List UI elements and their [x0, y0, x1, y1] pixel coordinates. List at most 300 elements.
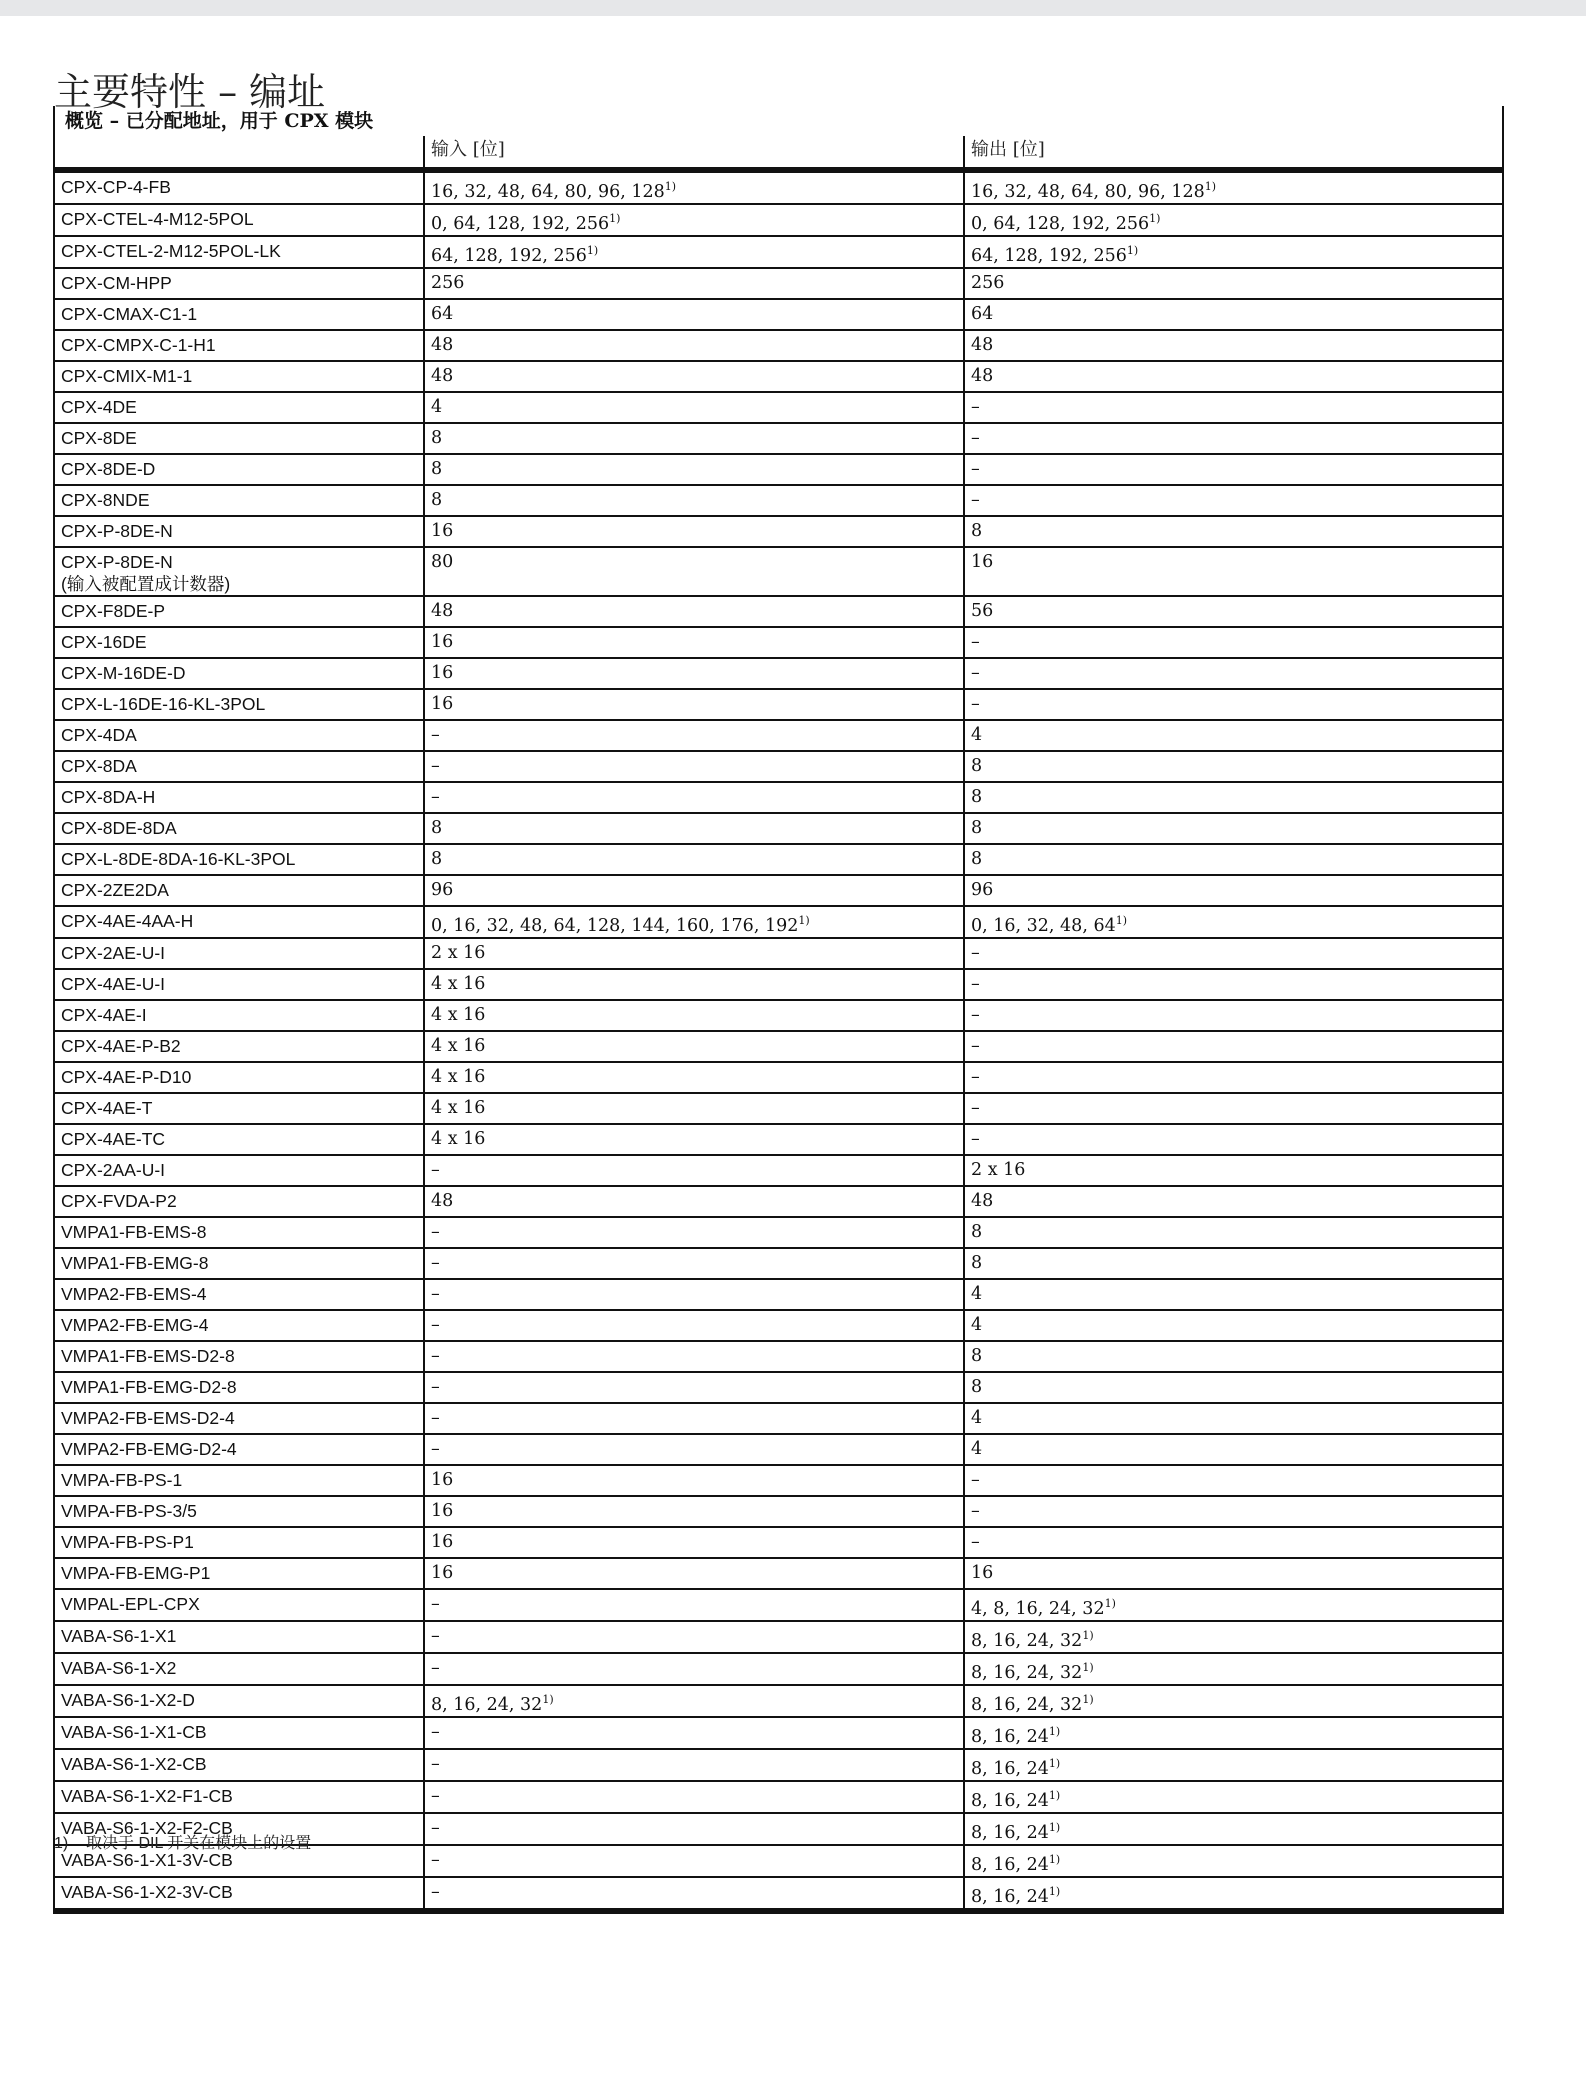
table-row	[54, 485, 1503, 516]
input-cell	[424, 1031, 964, 1062]
module-cell	[54, 423, 424, 454]
module-cell	[54, 516, 424, 547]
input-value: 80	[431, 552, 454, 572]
module-name: CPX-2ZE2DA	[61, 880, 169, 900]
output-value: –	[971, 428, 980, 448]
table-row	[54, 1310, 1503, 1341]
output-value: 8	[971, 818, 983, 838]
module-cell	[54, 454, 424, 485]
module-name: CPX-L-8DE-8DA-16-KL-3POL	[61, 849, 296, 869]
module-name: CPX-CMAX-C1-1	[61, 304, 198, 324]
table-row	[54, 1781, 1503, 1813]
input-value: 4	[431, 397, 443, 417]
input-cell	[424, 236, 964, 268]
output-value: –	[971, 663, 980, 683]
output-cell	[964, 1653, 1503, 1685]
output-cell	[964, 423, 1503, 454]
output-cell	[964, 1813, 1503, 1845]
table-row	[54, 1155, 1503, 1186]
module-name: VMPA2-FB-EMS-4	[61, 1284, 207, 1304]
module-name: VABA-S6-1-X2-F1-CB	[61, 1786, 233, 1806]
table-row	[54, 1621, 1503, 1653]
module-name: CPX-F8DE-P	[61, 601, 166, 621]
module-cell	[54, 1341, 424, 1372]
module-cell	[54, 1310, 424, 1341]
top-bar	[0, 0, 1586, 16]
input-cell	[424, 454, 964, 485]
module-cell	[54, 1589, 424, 1621]
table-row	[54, 1465, 1503, 1496]
module-cell	[54, 268, 424, 299]
module-cell	[54, 938, 424, 969]
table-row	[54, 1496, 1503, 1527]
output-cell	[964, 1372, 1503, 1403]
input-cell	[424, 1877, 964, 1911]
input-value: 4 x 16	[431, 974, 486, 994]
input-value: 4 x 16	[431, 1005, 486, 1025]
output-value: 4	[971, 1284, 983, 1304]
module-cell	[54, 1877, 424, 1911]
module-name: VMPA1-FB-EMS-8	[61, 1222, 207, 1242]
output-value: –	[971, 459, 980, 479]
footnote-ref: 1)	[1048, 1853, 1061, 1866]
input-value: 64, 128, 192, 256	[431, 246, 587, 266]
input-cell	[424, 596, 964, 627]
output-cell	[964, 1685, 1503, 1717]
module-name: CPX-4DA	[61, 725, 137, 745]
module-cell	[54, 1062, 424, 1093]
input-value: 16	[431, 1501, 454, 1521]
input-cell	[424, 1685, 964, 1717]
module-cell	[54, 782, 424, 813]
input-value: 16	[431, 694, 454, 714]
input-value: 16	[431, 632, 454, 652]
output-cell	[964, 170, 1503, 204]
module-cell	[54, 392, 424, 423]
input-cell	[424, 1558, 964, 1589]
footnote-ref: 1)	[664, 180, 677, 193]
module-name: VABA-S6-1-X1-CB	[61, 1722, 207, 1742]
input-cell	[424, 1155, 964, 1186]
input-cell	[424, 1186, 964, 1217]
output-cell	[964, 596, 1503, 627]
module-cell	[54, 236, 424, 268]
table-row	[54, 658, 1503, 689]
table-row	[54, 751, 1503, 782]
output-value: 8, 16, 24	[971, 1727, 1049, 1747]
output-cell	[964, 485, 1503, 516]
input-cell	[424, 1749, 964, 1781]
table-row	[54, 1403, 1503, 1434]
output-value: –	[971, 490, 980, 510]
module-cell	[54, 658, 424, 689]
footnote-ref: 1)	[1126, 244, 1139, 257]
module-name: VMPAL-EPL-CPX	[61, 1594, 200, 1614]
module-name: CPX-P-8DE-N	[61, 552, 173, 572]
table-caption: 概览 – 已分配地址，用于 CPX 模块	[53, 106, 1504, 136]
input-cell	[424, 516, 964, 547]
module-name: CPX-CM-HPP	[61, 273, 172, 293]
output-value: 8, 16, 24, 32	[971, 1663, 1083, 1683]
module-cell	[54, 1749, 424, 1781]
module-cell	[54, 1685, 424, 1717]
output-cell	[964, 1186, 1503, 1217]
output-cell	[964, 720, 1503, 751]
input-cell	[424, 1845, 964, 1877]
output-value: –	[971, 1532, 980, 1552]
output-cell	[964, 1279, 1503, 1310]
input-value: 8	[431, 428, 443, 448]
input-value: –	[431, 1315, 440, 1335]
module-name: VMPA2-FB-EMG-D2-4	[61, 1439, 237, 1459]
input-cell	[424, 299, 964, 330]
input-cell	[424, 844, 964, 875]
output-value: –	[971, 1098, 980, 1118]
module-cell	[54, 1031, 424, 1062]
input-value: 8	[431, 459, 443, 479]
table-row	[54, 906, 1503, 938]
module-cell	[54, 1279, 424, 1310]
module-cell	[54, 1653, 424, 1685]
table-row	[54, 1558, 1503, 1589]
module-name: CPX-P-8DE-N	[61, 521, 173, 541]
module-name: VABA-S6-1-X1-3V-CB	[61, 1850, 233, 1870]
input-cell	[424, 392, 964, 423]
module-cell	[54, 1155, 424, 1186]
table-row	[54, 1685, 1503, 1717]
module-name: CPX-8DE-D	[61, 459, 156, 479]
input-value: 16, 32, 48, 64, 80, 96, 128	[431, 182, 665, 202]
output-value: 16	[971, 1563, 994, 1583]
output-cell	[964, 689, 1503, 720]
input-cell	[424, 1000, 964, 1031]
input-cell	[424, 1403, 964, 1434]
input-value: –	[431, 1722, 440, 1742]
table-row	[54, 1279, 1503, 1310]
output-cell	[964, 1845, 1503, 1877]
table-row	[54, 1217, 1503, 1248]
table-row	[54, 1031, 1503, 1062]
table-row	[54, 782, 1503, 813]
module-name: VABA-S6-1-X2-D	[61, 1690, 195, 1710]
output-cell	[964, 392, 1503, 423]
output-value: 8, 16, 24, 32	[971, 1695, 1083, 1715]
output-cell	[964, 1031, 1503, 1062]
input-value: –	[431, 1658, 440, 1678]
output-value: 48	[971, 366, 994, 386]
output-cell	[964, 547, 1503, 596]
input-value: 4 x 16	[431, 1098, 486, 1118]
output-cell	[964, 875, 1503, 906]
input-value: –	[431, 1408, 440, 1428]
module-name: CPX-CMPX-C-1-H1	[61, 335, 216, 355]
output-cell	[964, 1558, 1503, 1589]
output-value: –	[971, 397, 980, 417]
table-header-row	[54, 136, 1503, 170]
input-value: –	[431, 1346, 440, 1366]
module-name: VABA-S6-1-X1	[61, 1626, 177, 1646]
input-value: 4 x 16	[431, 1067, 486, 1087]
output-value: 2 x 16	[971, 1160, 1026, 1180]
table-body	[54, 170, 1503, 1911]
input-value: 0, 64, 128, 192, 256	[431, 214, 610, 234]
input-value: 8	[431, 818, 443, 838]
input-cell	[424, 658, 964, 689]
output-cell	[964, 1310, 1503, 1341]
output-cell	[964, 751, 1503, 782]
output-value: 8, 16, 24	[971, 1791, 1049, 1811]
input-value: –	[431, 787, 440, 807]
output-cell	[964, 204, 1503, 236]
module-cell	[54, 1781, 424, 1813]
output-cell	[964, 299, 1503, 330]
table-row	[54, 720, 1503, 751]
output-value: –	[971, 974, 980, 994]
output-cell	[964, 361, 1503, 392]
input-cell	[424, 423, 964, 454]
input-value: 96	[431, 880, 454, 900]
input-cell	[424, 720, 964, 751]
table-row	[54, 969, 1503, 1000]
module-cell	[54, 1465, 424, 1496]
table-row	[54, 1372, 1503, 1403]
output-value: 8	[971, 849, 983, 869]
input-value: 8	[431, 849, 443, 869]
module-name: CPX-CTEL-2-M12-5POL-LK	[61, 241, 281, 261]
module-cell	[54, 1434, 424, 1465]
input-cell	[424, 1717, 964, 1749]
table-row	[54, 1877, 1503, 1911]
input-value: –	[431, 1253, 440, 1273]
input-value: –	[431, 756, 440, 776]
header-module	[54, 136, 424, 170]
table-row	[54, 1653, 1503, 1685]
input-cell	[424, 1527, 964, 1558]
input-cell	[424, 268, 964, 299]
input-cell	[424, 485, 964, 516]
output-value: –	[971, 1470, 980, 1490]
output-cell	[964, 1621, 1503, 1653]
output-cell	[964, 1341, 1503, 1372]
input-value: 4 x 16	[431, 1036, 486, 1056]
footnote-ref: 1)	[542, 1693, 554, 1706]
module-name: VMPA1-FB-EMG-8	[61, 1253, 209, 1273]
table-row	[54, 1124, 1503, 1155]
module-name: VABA-S6-1-X2-F2-CB	[61, 1818, 233, 1838]
input-cell	[424, 1341, 964, 1372]
input-value: –	[431, 1160, 440, 1180]
input-cell	[424, 1279, 964, 1310]
output-value: –	[971, 1005, 980, 1025]
footnote-ref: 1)	[1082, 1629, 1094, 1642]
output-value: 8, 16, 24	[971, 1887, 1049, 1907]
module-cell	[54, 627, 424, 658]
input-cell	[424, 813, 964, 844]
output-cell	[964, 1496, 1503, 1527]
output-value: 4	[971, 1315, 983, 1335]
output-cell	[964, 844, 1503, 875]
input-cell	[424, 782, 964, 813]
output-value: 48	[971, 335, 994, 355]
module-name: VMPA-FB-PS-P1	[61, 1532, 194, 1552]
module-name: VMPA-FB-PS-3/5	[61, 1501, 197, 1521]
input-cell	[424, 1465, 964, 1496]
module-name: CPX-4AE-I	[61, 1005, 147, 1025]
table-row	[54, 516, 1503, 547]
input-value: 8	[431, 490, 443, 510]
output-cell	[964, 969, 1503, 1000]
module-cell	[54, 1527, 424, 1558]
footnote-ref: 1)	[798, 914, 810, 927]
input-value: 48	[431, 1191, 454, 1211]
input-cell	[424, 361, 964, 392]
footnote-ref: 1)	[586, 244, 599, 257]
module-name: CPX-16DE	[61, 632, 147, 652]
input-value: 48	[431, 335, 454, 355]
output-cell	[964, 1093, 1503, 1124]
output-value: 4, 8, 16, 24, 32	[971, 1599, 1105, 1619]
output-value: 8	[971, 787, 983, 807]
output-cell	[964, 1062, 1503, 1093]
output-cell	[964, 1155, 1503, 1186]
table-row	[54, 938, 1503, 969]
input-value: –	[431, 1626, 440, 1646]
footnote-ref: 1)	[1149, 212, 1161, 225]
input-value: –	[431, 1222, 440, 1242]
output-cell	[964, 454, 1503, 485]
output-value: 8	[971, 1253, 983, 1273]
output-value: 64, 128, 192, 256	[971, 246, 1127, 266]
input-cell	[424, 1310, 964, 1341]
table-row	[54, 1749, 1503, 1781]
table-row	[54, 392, 1503, 423]
output-cell	[964, 1749, 1503, 1781]
table-row	[54, 454, 1503, 485]
module-name: CPX-8DE-8DA	[61, 818, 177, 838]
table-row	[54, 423, 1503, 454]
output-value: –	[971, 1067, 980, 1087]
module-cell	[54, 1403, 424, 1434]
module-cell	[54, 1186, 424, 1217]
header-output: 输出 [位]	[964, 136, 1503, 170]
footnote-ref: 1)	[1048, 1757, 1061, 1770]
input-cell	[424, 969, 964, 1000]
module-cell	[54, 875, 424, 906]
input-cell	[424, 1093, 964, 1124]
module-cell	[54, 1372, 424, 1403]
footnote	[54, 1830, 311, 1853]
module-name: VABA-S6-1-X2-CB	[61, 1754, 207, 1774]
output-cell	[964, 1217, 1503, 1248]
module-name: CPX-4AE-T	[61, 1098, 153, 1118]
output-value: –	[971, 1129, 980, 1149]
output-value: –	[971, 632, 980, 652]
input-cell	[424, 547, 964, 596]
module-name: CPX-8NDE	[61, 490, 150, 510]
module-cell	[54, 170, 424, 204]
input-cell	[424, 906, 964, 938]
output-value: 0, 16, 32, 48, 64	[971, 916, 1116, 936]
input-cell	[424, 1217, 964, 1248]
module-cell	[54, 1124, 424, 1155]
output-cell	[964, 1434, 1503, 1465]
table-row	[54, 268, 1503, 299]
input-cell	[424, 627, 964, 658]
input-cell	[424, 170, 964, 204]
module-name: CPX-4AE-TC	[61, 1129, 166, 1149]
output-value: 4	[971, 1408, 983, 1428]
module-note: (输入被配置成计数器)	[61, 574, 231, 594]
output-cell	[964, 236, 1503, 268]
module-name: CPX-4AE-U-I	[61, 974, 166, 994]
input-value: –	[431, 1594, 440, 1614]
output-cell	[964, 1527, 1503, 1558]
output-cell	[964, 1877, 1503, 1911]
output-cell	[964, 330, 1503, 361]
output-cell	[964, 1124, 1503, 1155]
table-row	[54, 875, 1503, 906]
module-name: VMPA1-FB-EMS-D2-8	[61, 1346, 235, 1366]
table-row	[54, 1186, 1503, 1217]
header-input: 输入 [位]	[424, 136, 964, 170]
module-cell	[54, 844, 424, 875]
module-name: CPX-L-16DE-16-KL-3POL	[61, 694, 266, 714]
module-cell	[54, 1496, 424, 1527]
output-value: 8, 16, 24	[971, 1855, 1049, 1875]
output-cell	[964, 516, 1503, 547]
input-value: –	[431, 1818, 440, 1838]
module-cell	[54, 299, 424, 330]
module-cell	[54, 813, 424, 844]
output-value: 0, 64, 128, 192, 256	[971, 214, 1150, 234]
input-value: –	[431, 725, 440, 745]
page-title: 主要特性 – 编址	[54, 70, 326, 115]
table-row	[54, 204, 1503, 236]
module-cell	[54, 1093, 424, 1124]
module-cell	[54, 1717, 424, 1749]
input-cell	[424, 1372, 964, 1403]
module-cell	[54, 969, 424, 1000]
input-cell	[424, 1062, 964, 1093]
output-cell	[964, 268, 1503, 299]
module-name: VABA-S6-1-X2-3V-CB	[61, 1882, 233, 1902]
input-cell	[424, 1496, 964, 1527]
address-table	[53, 136, 1504, 1914]
footnote-ref: 1)	[1048, 1789, 1061, 1802]
table-row	[54, 236, 1503, 268]
output-value: 16	[971, 552, 994, 572]
output-cell	[964, 627, 1503, 658]
input-value: 64	[431, 304, 454, 324]
input-value: 0, 16, 32, 48, 64, 128, 144, 160, 176, 192	[431, 916, 799, 936]
table-row	[54, 330, 1503, 361]
footnote-ref: 1)	[609, 212, 621, 225]
footnote-ref: 1)	[1115, 914, 1128, 927]
output-value: 256	[971, 273, 1005, 293]
module-name: CPX-4AE-P-D10	[61, 1067, 192, 1087]
module-cell	[54, 547, 424, 596]
footnote-ref: 1)	[1082, 1661, 1094, 1674]
output-cell	[964, 1717, 1503, 1749]
input-cell	[424, 1621, 964, 1653]
table-row	[54, 813, 1503, 844]
input-cell	[424, 751, 964, 782]
input-cell	[424, 1248, 964, 1279]
output-value: 8	[971, 521, 983, 541]
input-value: 16	[431, 521, 454, 541]
input-value: 48	[431, 601, 454, 621]
output-value: –	[971, 1501, 980, 1521]
